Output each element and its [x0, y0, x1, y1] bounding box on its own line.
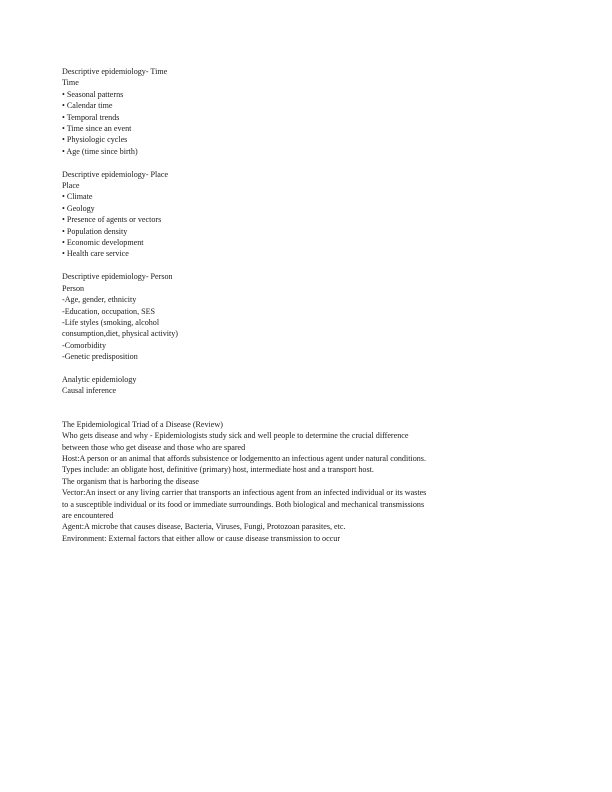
list-item: -Life styles (smoking, alcohol: [62, 317, 160, 327]
list-item: • Geology: [62, 203, 95, 213]
triad-section: [62, 419, 432, 544]
triad-paragraph: Host:A person or an animal that affords subsistence or lodgementto an infectious agent under natural conditions. Types include: an obligate host, definitive (primary) host, intermediate host and a transport host.: [62, 453, 426, 475]
list-item: consumption,diet, physical activity): [62, 329, 178, 339]
time-heading: Descriptive epidemiology- Time: [62, 67, 168, 76]
person-subheading: Person: [62, 283, 85, 293]
triad-paragraph: Vector:An insect or any living carrier that transports an infectious agent from an infected individual or its wastes to a susceptible individual or its food or immediate surroundings. Both biological and mechanical transmissions are encountered: [62, 488, 427, 520]
list-item: • Climate: [62, 192, 93, 202]
analytic-section: [62, 374, 432, 397]
list-item: • Seasonal patterns: [62, 89, 124, 99]
list-item: • Time since an event: [62, 124, 132, 134]
place-subheading: Place: [62, 181, 80, 191]
document-content: [62, 66, 432, 544]
list-item: • Economic development: [62, 238, 144, 248]
triad-paragraph: Agent:A microbe that causes disease, Bacteria, Viruses, Fungi, Protozoan parasites, etc.: [62, 522, 346, 532]
place-heading: Descriptive epidemiology- Place: [62, 169, 169, 179]
list-item: • Population density: [62, 226, 128, 236]
list-item: -Age, gender, ethnicity: [62, 295, 137, 305]
list-item: -Genetic predisposition: [62, 352, 138, 362]
time-section: [62, 66, 432, 157]
triad-paragraph: Who gets disease and why - Epidemiologists study sick and well people to determine the crucial difference between those who get disease and those who are spared: [62, 431, 409, 452]
triad-paragraph: Environment: External factors that either allow or cause disease transmission to occur: [62, 533, 341, 543]
time-subheading: Time: [62, 78, 79, 88]
list-item: • Health care service: [62, 249, 129, 259]
list-item: • Age (time since birth): [62, 146, 138, 156]
list-item: • Physiologic cycles: [62, 135, 128, 145]
person-heading: Descriptive epidemiology- Person: [62, 272, 173, 282]
list-item: • Presence of agents or vectors: [62, 215, 162, 225]
triad-paragraph: The organism that is harboring the disease: [62, 476, 199, 486]
triad-heading: The Epidemiological Triad of a Disease (Review): [62, 419, 223, 429]
place-section: [62, 169, 432, 260]
analytic-heading: Analytic epidemiology: [62, 374, 137, 384]
list-item: • Calendar time: [62, 101, 113, 111]
analytic-subheading: Causal inference: [62, 386, 117, 396]
list-item: -Comorbidity: [62, 340, 107, 350]
person-section: [62, 271, 432, 362]
list-item: -Education, occupation, SES: [62, 306, 156, 316]
list-item: • Temporal trends: [62, 112, 120, 122]
